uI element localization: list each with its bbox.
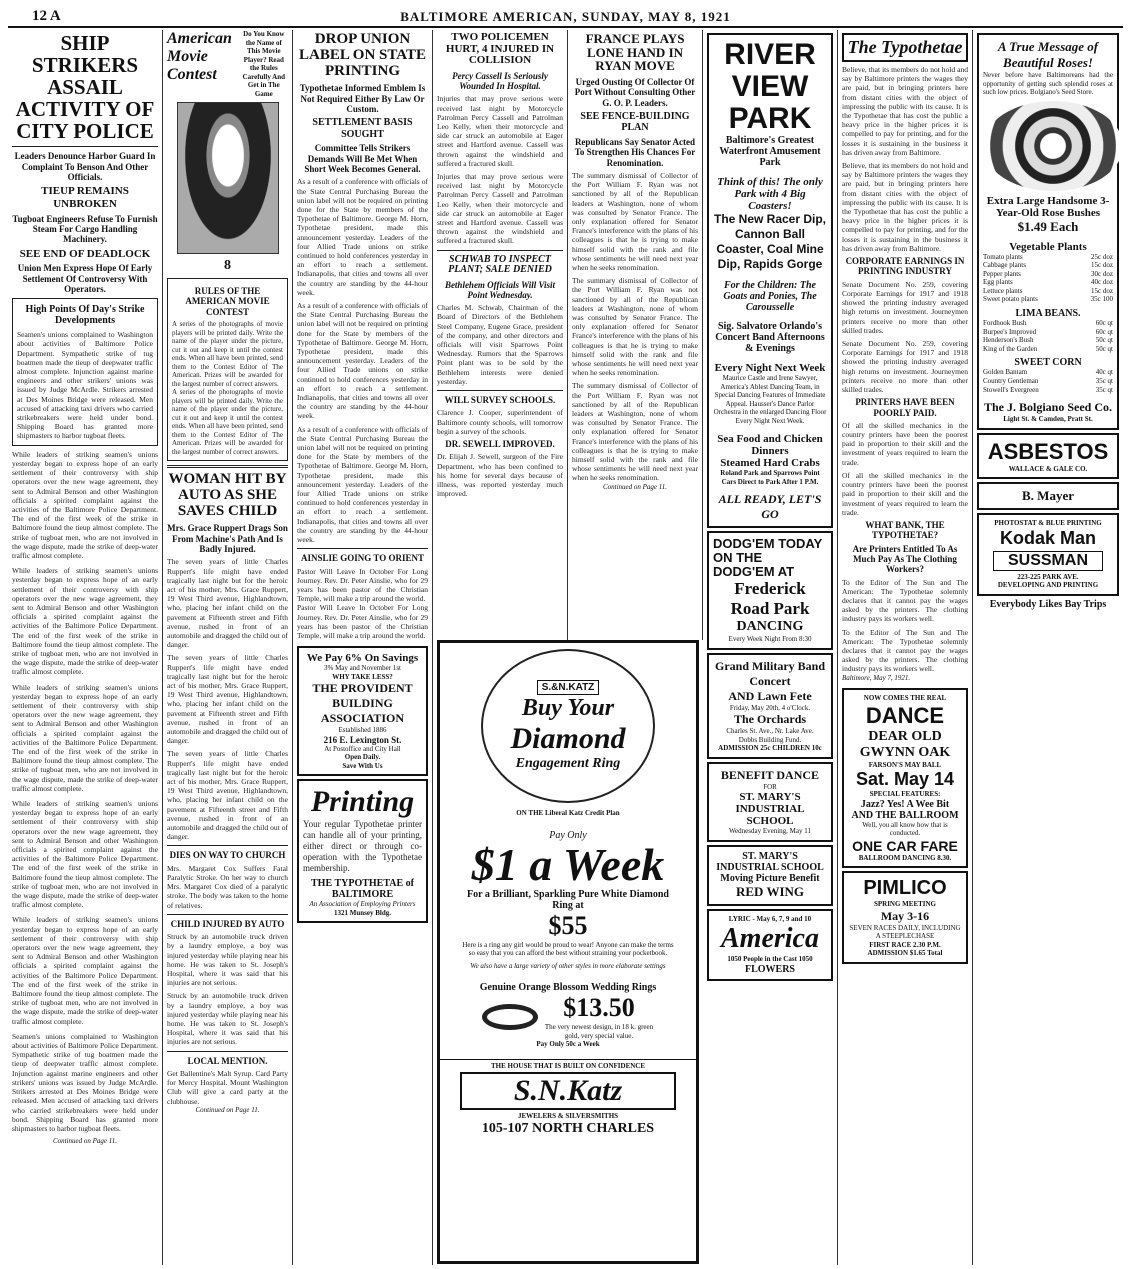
deck: Urged Ousting Of Collector Of Port Without Consulting Other G. O. P. Leaders. [574,76,696,108]
developing-text: DEVELOPING AND PRINTING [997,581,1099,590]
asbestos-ad[interactable] [977,433,1119,480]
river-view-park-ad[interactable] [707,33,833,528]
poorly-head: PRINTERS HAVE BEEN POORLY PAID. [855,397,955,418]
fare-sub: BALLROOM DANCING 8.30. [858,853,952,862]
sussman-kodak-ad[interactable] [977,513,1119,596]
article-body: Clarence J. Cooper, superintendent of Baltimore county schools, will tomorrow begin a survey of the schools. [437,408,563,436]
st-marys-date: Wednesday Evening, May 11 [729,827,811,835]
lyric-america-ad[interactable] [707,909,833,981]
article-body: While leaders of striking seamen's unions yesterday began to express hope of an early settlement of their controversy with ship operators over the new wage agreement, they sent to Admiral Benson and other Washington officials a spirited complaint against the activities of the Baltimore Police Department. The end of the first week of the strike in Baltimore found the tieup almost complete. The strike of tugboat men, who are not involved in the wage dispute, made the strike of deep-water traffic almost complete. [12,915,158,1026]
contest-rules [167,278,288,461]
article-body: While leaders of striking seamen's unions yesterday began to express hope of an early settlement of their controversy with ship operators over the new wage agreement, they sent to Admiral Benson and other Washington officials a spirited complaint against the activities of the Baltimore Police Department. The end of the first week of the strike in Baltimore found the tieup almost complete. The strike of tugboat men, who are not involved in the wage dispute, made the strike of deep-water traffic almost complete. [12,799,158,910]
headline-sewell: DR. SEWELL IMPROVED. [445,439,555,450]
headline-child: CHILD INJURED BY AUTO [170,918,285,929]
column-movie-contest [163,30,293,1265]
ad-weekly: $1 a Week [471,838,665,890]
article-body: Get Ballentine's Malt Syrup. Card Party for Mercy Hospital. Mount Washington Club will give a card party at the clubhouse. [167,1068,288,1106]
ad-line2: Diamond [510,722,626,755]
pimlico-ad[interactable] [842,871,968,964]
deck: Percy Cassell Is Seriously Wounded In Hospital. [452,70,548,91]
headline-woman-hit: WOMAN HIT BY AUTO AS SHE SAVES CHILD [168,471,287,519]
article-body: Seamen's unions complained to Washington about activities of Baltimore Police Department. Sympathetic strike of tug boatmen made the tieup of deepwater traffic almost complete. Injunction against marine engineers and other strikers' unions was issued by Judge McArdle. Strikers arrested at Des Moines Bridge were released. Men accused of attacking taxi drivers who carried strikebreakers were held under bond. Shipping Board has granted more shipmasters to harbor tugboat fleets. [12,1031,158,1133]
printing-text: Your regular Typothetae printer can handle all of your printing, either direct or through co-operation with the Typothetae membership. [303,819,422,874]
ad-also: We also have a large variety of other styles in more elaborate settings [470,961,666,970]
diamond-ad-circle [481,649,655,803]
dancing-sub: Every Week Night From 8:30 [728,635,812,643]
roses-title: A True Message of Beautiful Roses! [997,39,1099,70]
ad-line1: Buy Your [521,695,615,721]
first-race: FIRST RACE 2.30 P.M. [869,940,941,949]
deck: SEE FENCE-BUILDING PLAN [580,110,690,134]
deck: Leaders Denounce Harbor Guard In Complaint To Benson And Other Officials. [14,151,156,182]
article-body: Dr. Elijah J. Sewell, surgeon of the Fire Department, who has been confined to his home for several days because of illness, was reported yesterday much improved. [437,452,563,499]
typothetae-printing-ad[interactable] [297,779,428,923]
article-body: While leaders of striking seamen's unions yesterday began to express hope of an early settlement of their controversy with ship operators over the new wage agreement, they sent to Admiral Benson and other Washington officials a spirited complaint against the activities of the Baltimore Police Department. The end of the first week of the strike in Baltimore found the tieup almost complete. The strike of tugboat men, who are not involved in the wage dispute, made the strike of deep-water traffic almost complete. [12,682,158,793]
fete-title: AND Lawn Fete [728,688,812,703]
article-body: Injuries that may prove serious were received last night by Motorcycle Patrolman Percy Cassell and Patrolman Leo Kelly, when their motorcycle and side car struck an automobile at Eager street and Hartford avenue. Cassell was thrown against the windshield and suffered a fractured skull. [437,171,563,246]
park-seafood: Sea Food and Chicken Dinners [717,433,823,457]
article-body: While leaders of striking seamen's unions yesterday began to express hope of an early settlement of their controversy with ship operators over the new wage agreement, they sent to Admiral Benson and other Washington officials a spirited complaint against the activities of the Baltimore Police Department. The end of the first week of the strike in Baltimore found the tieup almost complete. The strike of tugboat men, who are not involved in the wage dispute, made the strike of deep-water traffic almost complete. [12,566,158,677]
list-item: Sweet potato plants 35c 100 [983,295,1113,304]
article-body: Injuries that may prove serious were received last night by Motorcycle Patrolman Percy Cassell and Patrolman Leo Kelly, when their motorcycle and side car struck an automobile at Eager street and Hartford avenue. Cassell was thrown against the windshield and suffered a fractured skull. [437,94,563,168]
list-item: Egg plants 40c doz [983,278,1113,287]
article-body: Mrs. Margaret Cox Suffers Fatal Paralytic Stroke. On her way to church Mrs. Margaret Cox died of a paralytic stroke. The body was taken to the home of relatives. [167,863,288,910]
ad-plan: ON THE Liberal Katz Credit Plan [516,809,620,817]
list-item: Stowell's Evergreen 35c qt [983,385,1113,394]
park-night: Every Night Next Week [714,362,826,374]
orchards-addr: Charles St. Ave., Nr. Lake Ave. [726,727,814,735]
seeds-list [983,319,1113,353]
special-features: SPECIAL FEATURES: [869,790,941,799]
contest-header [167,30,288,98]
list-item: Fordhook Bush 60c qt [983,319,1113,328]
orchards-name: The Orchards [733,712,807,726]
admission-text: ADMISSION 25c CHILDREN 10c [718,744,822,752]
rose-illustration [983,101,1123,191]
article-body: Struck by an automobile truck driven by a laundry employe, a boy was injured yesterday while playing near his home. He was taken to St. Joseph's Hospital, where it was said that his injuries are not serious. [167,932,288,988]
kodak-man: Kodak Man [999,527,1096,548]
list-item: Tomato plants 25c doz [983,252,1113,261]
rules-text: A series of the photographs of movie players will be printed daily. Write the name of the player under the picture, cut it out and keep it until the contest ends. When all have been printed, send them to the Contest Editor of The American. Prizes will be awarded for the largest number of correct answers. [172,388,283,456]
benefit-for: FOR [763,782,777,791]
jazz-text: Jazz? Yes! A Wee Bit [860,798,950,810]
know-text: Well, you all know how that is conducted. [862,820,948,838]
spring-meeting: SPRING MEETING [873,900,937,909]
park-tag: Baltimore's Greatest Waterfront Amusement Park [719,135,821,168]
rules-title: RULES OF THE AMERICAN MOVIE CONTEST [185,286,270,317]
ad-line3: Engagement Ring [515,756,621,771]
benefit-title: BENEFIT DANCE [720,767,820,782]
column-policemen [433,30,568,640]
article-body: Pastor Will Leave In October For Long Journey. Rev. Dr. Peter Ainslie, who for 29 years has been pastor of the Christian Temple, will make a trip around the world. [297,566,428,604]
article-body: The seven years of little Charles Ruppert's life might have ended tragically last night but for the heroic act of his mother, Mrs. Grace Ruppert, 19 West Third avenue, Highlandtown, who, placing her infant child on the pavement at Fifteenth street and Fifth avenue, rushed in front of an automobile and dragged the child out of danger. [167,653,288,746]
savings-title: We Pay 6% On Savings [306,652,419,665]
headline-france: FRANCE PLAYS LONE HAND IN RYAN MOVE [585,31,685,74]
article-body: As a result of a conference with officials of the State Central Purchasing Bureau the union label will not be required on printing done for the State by members of the Typothetae of Baltimore. George M. Horn, Typothetae president, made this announcement yesterday. Leaders of the four Allied Trade unions on strike continued to hold conferences yesterday in an effort to reach a settlement. Indianapolis, that cities and towns all over the country are standing by the 44-hour week. [297,300,428,421]
sussman-name: SUSSMAN [993,551,1103,571]
ad-terms: Here is a ring any girl would be proud to wear! Anyone can make the terms so easy that you can afford the best without straining your pocketbook. [462,940,674,957]
park-ready: ALL READY, LET'S GO [718,492,822,521]
ad-jewelers: JEWELERS & SILVERSMITHS [517,1112,619,1120]
bolgiano-roses-ad[interactable] [977,33,1119,430]
headline-ainslie: AINSLIE GOING TO ORIENT [301,553,424,564]
races-text: SEVEN RACES DAILY, INCLUDING A STEEPLECHASE [849,923,961,941]
deck: Bethlehem Officials Will Visit Point Wednesday. [444,279,556,300]
orchards-fete-ad[interactable] [707,653,833,759]
article-body: To the Editor of The Sun and The American: The Typothetae solemnly declares that it cannot pay the wages asked by the printers. The clothing industry pays its workers well. [842,627,968,674]
movie-player-photo [177,102,279,254]
headline-local: LOCAL MENTION. [187,1055,268,1066]
spring-date: May 3-16 [880,908,930,923]
paper-dateline: BALTIMORE AMERICAN, SUNDAY, MAY 8, 1921 [400,9,731,24]
printing-org: THE TYPOTHETAE of BALTIMORE [311,878,414,901]
pimlico-admission: ADMISSION $1.65 Total [867,949,943,958]
photostat-text: PHOTOSTAT & BLUE PRINTING [994,519,1102,528]
article-body: Of all the skilled mechanics in the country printers have been the poorest paid in proportion to their skill and the investment of years required to learn the trade. [842,470,968,517]
park-name: RIVER VIEW PARK [724,38,816,135]
list-item: Cabbage plants 15c doz [983,261,1113,270]
store-badge: S.&N.KATZ [537,680,600,695]
park-rides: The New Racer Dip, Cannon Ball Coaster, Coal Mine Dip, Rapids Gorge [713,212,827,271]
corn-list [983,368,1113,394]
asbestos-title: ASBESTOS [987,438,1109,464]
red-wing-title: RED WING [735,883,805,899]
savings-name: THE PROVIDENT BUILDING ASSOCIATION [312,681,413,726]
article-body: Believe, that its members do not hold and say by Baltimore printers the wages they are paid, but in bringing printers here from distant cities with the object of impressing the public with its cause. It is the Typothetae that has cost the public a heavy price in the higher prices it is compelled to pay for printing, and for the losses it is sustaining in the business it has driven away from Baltimore. [842,161,968,253]
bolgiano-addr: Light St. & Camden, Pratt St. [1003,415,1093,424]
orchards-fund: Dobbs Building Fund. [738,735,802,744]
savings-addr: 216 E. Lexington St. [323,734,402,745]
deck: SETTLEMENT BASIS SOUGHT [312,117,413,140]
st-marys-benefit-ad[interactable] [707,762,833,842]
ball-date: Sat. May 14 [855,769,955,790]
article-body: To the Editor of The Sun and The American: The Typothetae solemnly declares that it cannot pay the wages asked by the printers. The clothing industry pays its workers well. [842,577,968,624]
ad-address: 105-107 NORTH CHARLES [481,1120,655,1136]
article-body: The seven years of little Charles Ruppert's life might have ended tragically last night but for the heroic act of his mother, Mrs. Grace Ruppert, 19 West Third avenue, Highlandtown, who, placing her infant child on the pavement at Fifteenth street and Fifth avenue, rushed in front of an automobile and dragged the child out of danger. [167,749,288,842]
article-body: While leaders of striking seamen's unions yesterday began to express hope of an early settlement of their controversy with ship operators over the new wage agreement, they sent to Admiral Benson and other Washington officials a spirited complaint against the activities of the Baltimore Police Department. The end of the first week of the strike in Baltimore found the tieup almost complete. The strike of tugboat men, who are not involved in the wage dispute, made the strike of deep-water traffic almost complete. [12,449,158,560]
printing-sub: An Association of Employing Printers [309,900,416,909]
roses-price: $1.49 Each [1017,218,1079,234]
continued-note: Continued on Page 11. [602,482,668,491]
st-marys-name: ST. MARY'S INDUSTRIAL SCHOOL [735,791,805,827]
savings-dates: 3% May and November 1st [324,664,401,673]
katz-diamond-ad[interactable] [437,640,699,1264]
seeds-head: LIMA BEANS. [1015,308,1081,320]
ad-price: $55 [548,910,588,940]
strike-highlights-box [12,298,158,445]
box-title: High Points Of Day's Strike Developments [25,304,145,326]
dodgem-text: DODG'EM TODAY ON THE DODG'EM AT [713,536,823,579]
column-france [568,30,703,640]
savings-open: Open Daily. [344,753,381,762]
list-item: King of the Garden 50c qt [983,344,1113,353]
ad-desc: For a Brilliant, Sparkling Pure White Diamond Ring at [467,888,669,911]
deck: Republicans Say Senator Acted To Strengthen His Chances For Renomination. [574,136,696,168]
america-sub: 1050 People in the Cast 1050 [727,955,813,963]
article-body: As a result of a conference with officials of the State Central Purchasing Bureau the union label will not be required on printing done for the State by members of the Typothetae of Baltimore. George M. Horn, Typothetae president, made this announcement yesterday. Leaders of the four Allied Trade unions on strike continued to hold conferences yesterday in an effort to reach a settlement. Indianapolis, that cities and towns all over the country are standing by the 44-hour week. [297,177,428,297]
gwynn-oak: DEAR OLD GWYNN OAK [859,728,951,760]
article-body: Pastor Will Leave In October For Long Journey. Rev. Dr. Peter Ainslie, who for 29 years has been pastor of the Christian Temple, will make a trip around the world. [297,603,428,640]
america-title: America [721,923,819,954]
article-body: Believe, that its members do not hold and say by Baltimore printers the wages they are paid, but in bringing printers here from distant cities with the object of impressing the public with its cause. It is the Typothetae that has cost the public a heavy price in the higher prices it is compelled to pay for printing, and for the losses it is sustaining in the business it has driven away from Baltimore. [842,65,968,157]
park-night-body: Maurice Castle and Irene Sawyer, America's Ablest Dancing Team, in Special Dancing Features of Immediate Appeal. Hausser's Dance Parlor Orchestra in the enlarged Dancing Floor Every Night Next Week. [713,374,827,425]
box-text: Seamen's unions complained to Washington about activities of Baltimore Police Department. Sympathetic strike of tug boatmen made the tieup of deepwater traffic almost complete. Injunction against marine engineers and other strikers' unions was issued by Judge McArdle. Strikers arrested at Des Moines Bridge were released. Men accused of attacking taxi drivers who carried strikebreakers were held under bond. Shipping Board has granted more shipmasters to harbor tugboat fleets. [17,330,153,441]
column-union-label [293,30,433,1265]
corp-head: CORPORATE EARNINGS IN PRINTING INDUSTRY [845,256,965,277]
gwynn-oak-dance-ad[interactable] [842,688,968,868]
headline-church: DIES ON WAY TO CHURCH [169,850,286,861]
masthead [8,6,1123,28]
flowers-text: FLOWERS [744,963,795,975]
bolgiano-name: The J. Bolgiano Seed Co. [983,400,1112,415]
dancing-label: DANCING [736,619,804,634]
ring-desc: The very newest design, in 18 k. green gold, very special value. [544,1023,654,1040]
article-body: The summary dismissal of Collector of the Port William F. Ryan was not sanctioned by all of the Republican leaders at Washington, none of whom was consulted by Senator France. The only explanation offered for Senator France's interference with the plans of his colleagues is that he is trying to make himself solid with the rank and file whose sentiments he will need next year when he seeks renomination. [572,381,698,483]
farson-ball: FARSON'S MAY BALL [868,760,942,769]
list-item: Country Gentleman 35c qt [983,377,1113,386]
clothing-head: Are Printers Entitled To As Much Pay As The Clothing Workers? [852,543,958,575]
lyric-dates: LYRIC - May 6, 7, 9 and 10 [728,914,812,923]
continued-note: Continued on Page 11. [52,1137,118,1146]
page-number: 12 A [32,8,61,24]
dance-title: DANCE [865,702,945,728]
concert-title: Grand Military Band Concert [714,658,825,688]
article-body: The summary dismissal of Collector of the Port William F. Ryan was not sanctioned by all of the Republican leaders at Washington, none of whom was consulted by Senator France. The only explanation offered for Senator France's interference with the plans of his colleagues is that he is trying to make himself solid with the rank and file whose sentiments he will need next year when he seeks renomination. [572,276,698,378]
article-body: Struck by an automobile truck driven by a laundry employe, a boy was injured yesterday while playing near his home. He was taken to St. Joseph's Hospital, where it was said that his injuries are not serious. [167,991,288,1047]
frederick-road-park-ad[interactable] [707,531,833,650]
roses-intro: Never before have Baltimoreans had the opportunity of getting such splendid roses at such low prices. Bolgiano's Seed Store. [983,71,1113,96]
what-head: WHAT BANK, THE TYPOTHETAE? [865,519,945,541]
car-fare: ONE CAR FARE [852,837,958,854]
park-band: Sig. Salvatore Orlando's Concert Band Afternoons & Evenings [715,321,825,354]
savings-est: Established 1886 [338,726,387,735]
printing-addr: 1321 Munsey Bldg. [334,908,391,917]
park-crabs: Steamed Hard Crabs [720,457,820,469]
rules-text: A series of the photographs of movie players will be printed daily. Write the name of the player under the picture, cut it out and keep it until the contest ends. When all have been printed, send them to the Contest Editor of The American. Prizes will be awarded for the largest number of correct answers. [172,320,283,388]
ring-pay: Pay Only 50c a Week [536,1040,600,1048]
wedding-ring-row [440,993,696,1040]
red-wing-benefit-ad[interactable] [707,845,833,906]
article-body: Senate Document No. 259, covering Corporate Earnings for 1917 and 1918 showed the printing industry averaged high returns on investment. Journeymen printers receive no more than other skilled trades. [842,338,968,394]
contest-number: 8 [224,258,231,273]
article-body: The summary dismissal of Collector of the Port William F. Ryan was not sanctioned by all of the Republican leaders at Washington, none of whom was consulted by Senator France. The only explanation offered for Senator France's interference with the plans of his colleagues is that he is trying to make himself solid with the rank and file whose sentiments he will need next year when he seeks renomination. [572,170,698,273]
plants-head: Vegetable Plants [1009,240,1087,253]
sussman-addr: 223-225 PARK AVE. [1017,572,1079,581]
column-ship-strikers [8,30,163,1265]
fete-date: Friday, May 20th, 4 o'Clock. [729,703,811,712]
mayer-ad[interactable] [977,482,1119,510]
mayer-name: B. Mayer [1022,488,1074,504]
contest-title: American Movie Contest [167,30,232,83]
park-think: Think of this! The only Park with 4 Big Coasters! [717,176,823,212]
deck: Union Men Express Hope Of Early Settlement Of Controversy With Operators. [17,263,153,294]
list-item: Pepper plants 30c doz [983,269,1113,278]
column-typothetae [838,30,973,1265]
savings-near: At Postoffice and City Hall [324,744,401,753]
printing-big: Printing [310,785,415,819]
deck: Mrs. Grace Ruppert Drags Son From Machine's Path And Is Badly Injured. [167,523,288,554]
list-item: Henderson's Bush 50c qt [983,336,1113,345]
provident-savings-ad[interactable] [297,646,428,776]
deck: Typothetae Informed Emblem Is Not Required Either By Law Or Custom. [299,83,426,114]
article-body: Of all the skilled mechanics in the country printers have been the poorest paid in proportion to their skill and the investment of years required to learn the trade. [842,420,968,467]
ad-genuine: Genuine Orange Blossom Wedding Rings [479,982,657,993]
deck: TIEUP REMAINS UNBROKEN [41,185,129,210]
ring-price: $13.50 [563,993,635,1022]
list-item: Burpee's Improved 60c qt [983,327,1113,336]
now-comes: NOW COMES THE REAL [863,694,947,703]
ballroom-text: AND THE BALLROOM [851,809,959,821]
contest-side: Do You Know the Name of This Movie Player? Read the Rules Carefully And Get in The Game [242,30,286,98]
headline-schools: WILL SURVEY SCHOOLS. [444,395,556,406]
corn-head: SWEET CORN [1014,357,1082,369]
headline-schwab: SCHWAB TO INSPECT PLANT; SALE DENIED [448,253,552,276]
signed-date: Baltimore, May 7, 1921. [842,673,911,682]
deck: Committee Tells Strikers Demands Will Be Met When Short Week Becomes General. [304,143,421,174]
savings-save: Save With Us [342,761,383,770]
roses-grade: Extra Large Handsome 3-Year-Old Rose Bushes [986,194,1110,219]
park-children: For the Children: The Goats and Ponies, The Carousselle [723,280,817,313]
list-item: Lettuce plants 15c doz [983,286,1113,295]
deck: SEE END OF DEADLOCK [19,247,151,260]
frederick-name: Frederick Road Park [730,579,810,618]
katz-logo: S.N.Katz [460,1072,676,1110]
savings-why: WHY TAKE LESS? [332,672,393,681]
headline-ship-strikers: SHIP STRIKERS ASSAIL ACTIVITY OF CITY POLICE [15,31,155,144]
plants-list [983,253,1113,305]
typothetae-title-box [842,33,968,62]
column-bolgiano [973,30,1123,1265]
pimlico-title: PIMLICO [863,877,947,900]
headline-policemen: TWO POLICEMEN HURT, 4 INJURED IN COLLISION [445,31,555,67]
st-marys-moving-picture: ST. MARY'S INDUSTRIAL SCHOOL Moving Picture Benefit [716,850,824,884]
article-body: The seven years of little Charles Ruppert's life might have ended tragically last night but for the heroic act of his mother, Mrs. Grace Ruppert, 19 West Third avenue, Highlandtown, who, placing her infant child on the pavement at Fifteenth street and Fifth avenue, rushed in front of an automobile and dragged the child out of danger. [167,557,288,650]
headline-union-label: DROP UNION LABEL ON STATE PRINTING [299,31,426,79]
park-cars: Roland Park and Sparrows Point Cars Direct to Park After 1 P.M. [720,469,820,486]
ad-payonly: Pay Only [549,829,587,841]
deck: Tugboat Engineers Refuse To Furnish Steam For Cargo Handling Machinery. [12,213,158,245]
typothetae-title: The Typothetae [847,37,963,57]
continued-note: Continued on Page 11. [195,1105,260,1114]
article-body: Charles M. Schwab, Chairman of the Board of Directors of the Bethlehem Steel Company, Eugene Grace, president of the company, and other directors and officials will visit Sparrows Point Wednesday. Rumors that the Sparrows Point plant was to be sold by the Bethlehem interests were denied yesterday. [437,303,563,386]
list-item: Golden Bantam 40c qt [983,368,1113,377]
bay-trips-text: Everybody Likes Bay Trips [989,598,1107,610]
ring-icon [482,1004,538,1030]
article-body: As a result of a conference with officials of the State Central Purchasing Bureau the union label will not be required on printing done for the State by members of the Typothetae of Baltimore. George M. Horn, Typothetae president, made this announcement yesterday. Leaders of the four Allied Trade unions on strike continued to hold conferences yesterday in an effort to reach a settlement. Indianapolis, that cities and towns all over the country are standing by the 44-hour week. [297,424,428,545]
ad-house: THE HOUSE THAT IS BUILT ON CONFIDENCE [440,1059,696,1071]
column-amusements [703,30,838,1265]
asbestos-co: WALLACE & GALE CO. [1008,464,1088,473]
article-body: Senate Document No. 259, covering Corporate Earnings for 1917 and 1918 showed the printing industry averaged high returns on investment. Journeymen printers receive no more than other skilled trades. [842,279,968,335]
